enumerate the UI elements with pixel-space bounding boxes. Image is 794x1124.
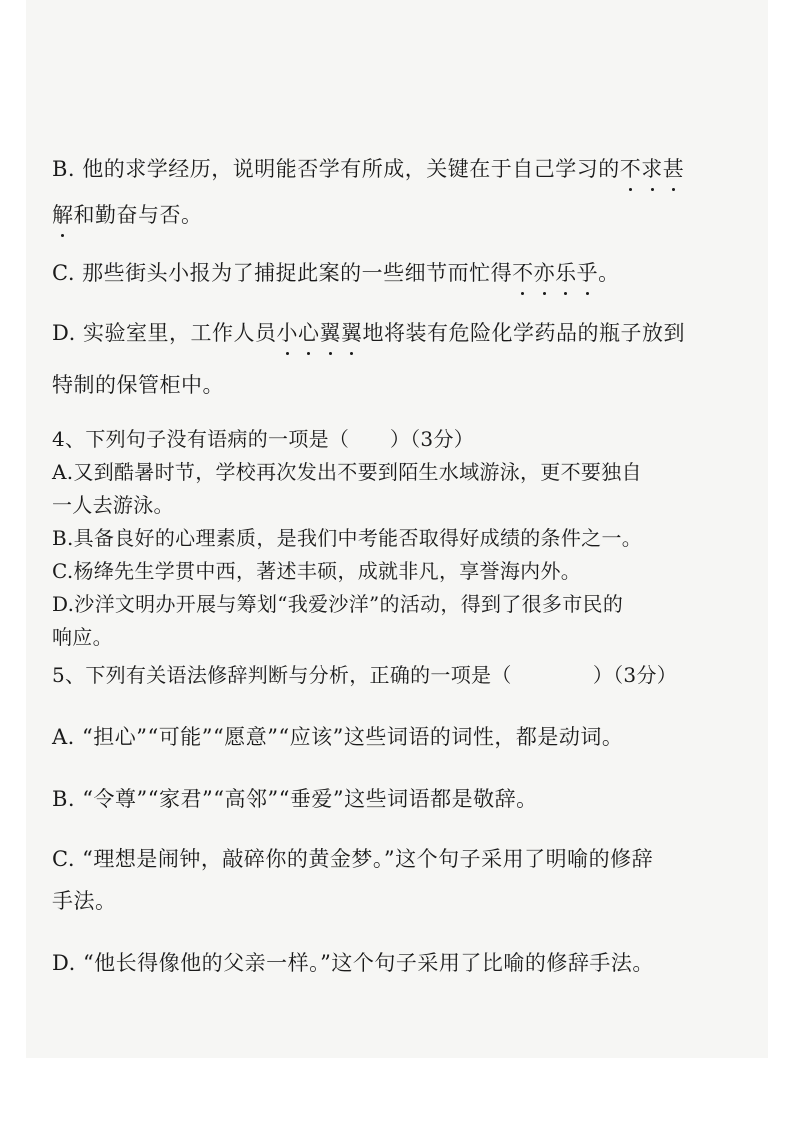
dotted-char: 不	[620, 154, 642, 184]
q3-option-c-text: C. 那些街头小报为了捕捉此案的一些细节而忙得	[52, 261, 513, 285]
q3-option-c	[52, 258, 620, 288]
q3-option-b-text: B. 他的求学经历，说明能否学有所成，关键在于自己学习的	[52, 157, 620, 181]
q3-option-c-end: 。	[598, 261, 620, 285]
q5-option-c-line2: 手法。	[52, 889, 117, 913]
q4-option-b: B.具备良好的心理素质，是我们中考能否取得好成绩的条件之一。	[52, 526, 643, 550]
q4-option-d-line1: D.沙洋文明办开展与筹划“我爱沙洋”的活动，得到了很多市民的	[52, 592, 624, 616]
dotted-char: 不	[512, 258, 534, 288]
dotted-char: 求	[641, 154, 663, 184]
dotted-char: 翼	[341, 318, 363, 348]
q3-option-d-line1	[52, 318, 685, 348]
q4-option-a-line1: A.又到酷暑时节，学校再次发出不要到陌生水域游泳，更不要独自	[52, 460, 642, 484]
dotted-char: 心	[298, 318, 320, 348]
dotted-char: 翼	[319, 318, 341, 348]
q5-option-d: D. “他长得像他的父亲一样。”这个句子采用了比喻的修辞手法。	[52, 951, 654, 975]
dotted-char: 乎	[577, 258, 599, 288]
q3-option-d-line2: 特制的保管柜中。	[52, 373, 224, 397]
q4-option-c: C.杨绛先生学贯中西，著述丰硕，成就非凡，享誉海内外。	[52, 559, 582, 583]
q3-option-b-line1	[52, 154, 684, 184]
dotted-char: 甚	[663, 154, 685, 184]
q4-option-a-line2: 一人去游泳。	[52, 493, 174, 517]
q3-option-b-text-cont: 和勤奋与否。	[73, 203, 203, 227]
q4-option-d-line2: 响应。	[52, 625, 113, 649]
dotted-char: 亦	[534, 258, 556, 288]
q3-option-d-text-cont: 地将装有危险化学药品的瓶子放到	[362, 321, 685, 345]
q3-option-d-text: D. 实验室里，工作人员	[52, 321, 277, 345]
q3-option-b-line2	[52, 200, 203, 230]
dotted-char: 解	[52, 200, 74, 230]
q5-option-c-line1: C. “理想是闹钟，敲碎你的黄金梦。”这个句子采用了明喻的修辞	[52, 847, 654, 871]
dotted-char: 乐	[555, 258, 577, 288]
q5-option-b: B. “令尊”“家君”“高邻”“垂爱”这些词语都是敬辞。	[52, 787, 538, 811]
dotted-char: 小	[276, 318, 298, 348]
q5-option-a: A. “担心”“可能”“愿意”“应该”这些词语的词性，都是动词。	[52, 725, 624, 749]
q5-question: 5、下列有关语法修辞判断与分析，正确的一项是（ ）（3分）	[52, 663, 678, 687]
q4-question: 4、下列句子没有语病的一项是（ ）（3分）	[52, 427, 475, 451]
